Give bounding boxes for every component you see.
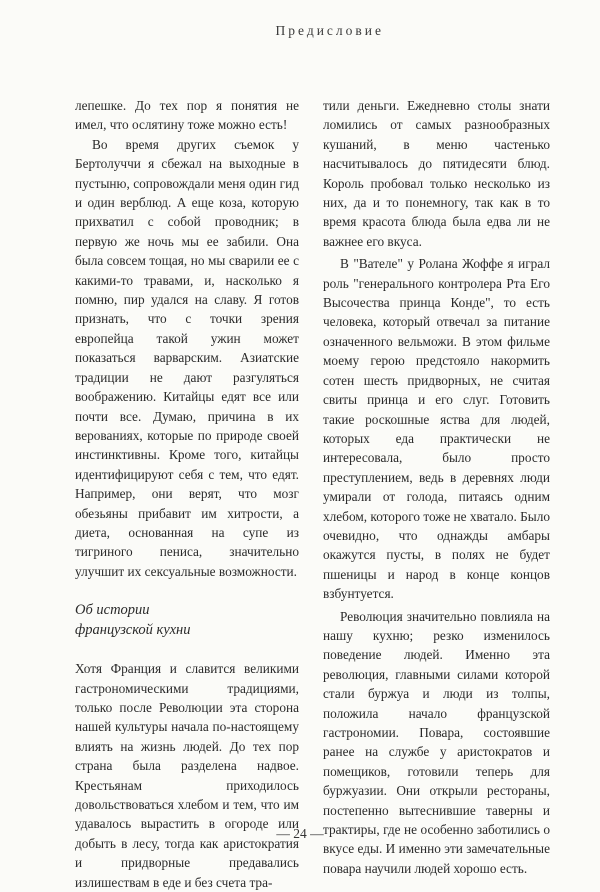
subheading-line: французской кухни xyxy=(75,622,191,639)
paragraph: тили деньги. Ежедневно столы знати ломились от самых разнообразных кушаний, в меню частенько насчитывалось до пятидесяти блюд. Король пробовал только несколько из них, да и то понемногу, так как в то время красота блюда была едва ли не важнее его вкуса. xyxy=(323,98,550,249)
paragraph: Революция значительно повлияла на нашу кухню; резко изменилось поведение людей. Именно эта революция, главными силами которой стали буржуа и люди из толпы, положила начало французской гастрономии. Повара, состоявшие ранее на службе у аристократов и помещиков, готовили теперь для буржуазии. Они открыли рестораны, постепенно вытеснившие таверны и трактиры, где не особенно заботились о вкусе еды. И именно эти замечательные повара научили людей хорошо есть. xyxy=(323,608,550,876)
paragraph: Во время других съемок у Бертолуччи я сбежал на выходные в пустыню, сопровождали меня один гид и один верблюд. А еще коза, которую прихватил с собой проводник; в первую же ночь мы ее забили. Она была совсем тощая, но мы сварили ее с какими-то травами, и, насколько я помню, пир удался на славу. Я готов признать, что с точки зрения европейца такой ужин может показаться варварским. Азиатские традиции не дают разгуляться воображению. Китайцы едят все или почти все. Думаю, причина в их верованиях, которые по природе своей инстинктивны. Кроме того, китайцы идентифицируют себя с тем, что едят. Например, они верят, что мозг обезьяны прибавит им хитрости, а диета, основанная на супе из тигриного пениса, значительно улучшит их сексуальные возможности. xyxy=(75,136,299,579)
paragraph: В "Вателе" у Ролана Жоффе я играл роль "генерального контролера Рта Его Высочества принца Конде", то есть человека, который отвечал за питание означенного вельможи. В этом фильме моему герою предстояло накормить сотен шесть придворных, не считая свиты принца и его слуг. Готовить такие роскошные яства для людей, которых еда практически не интересовала, было просто преступлением, ведь в деревнях люди умирали от голода, питаясь одним хлебом, которого тоже не хватало. Было очевидно, что однажды амбары окажутся пусты, в полях не будет пшеницы и народ в конце концов взбунтуется. xyxy=(323,256,550,602)
running-header xyxy=(0,22,600,40)
right-column xyxy=(323,96,550,878)
subheading-line: Об истории xyxy=(75,602,150,619)
chapter-title: Предисловие xyxy=(275,23,384,38)
paragraph: Хотя Франция и славится великими гастрономическими традициями, только после Революции эта сторона нашей культуры начала по-настоящему влиять на жизнь людей. До тех пор страна была разделена надвое. Крестьянам приходилось довольствоваться хлебом и тем, что им удавалось вырастить в огороде или добыть в лесу, тогда как аристократия и придворные предавались излишествам в еде и без счета тра- xyxy=(75,661,299,890)
left-column xyxy=(75,96,299,892)
paragraph: лепешке. До тех пор я понятия не имел, что ослятину тоже можно есть! xyxy=(75,98,299,133)
page-number: — 24 — xyxy=(276,826,324,841)
section-subheading xyxy=(75,600,299,640)
